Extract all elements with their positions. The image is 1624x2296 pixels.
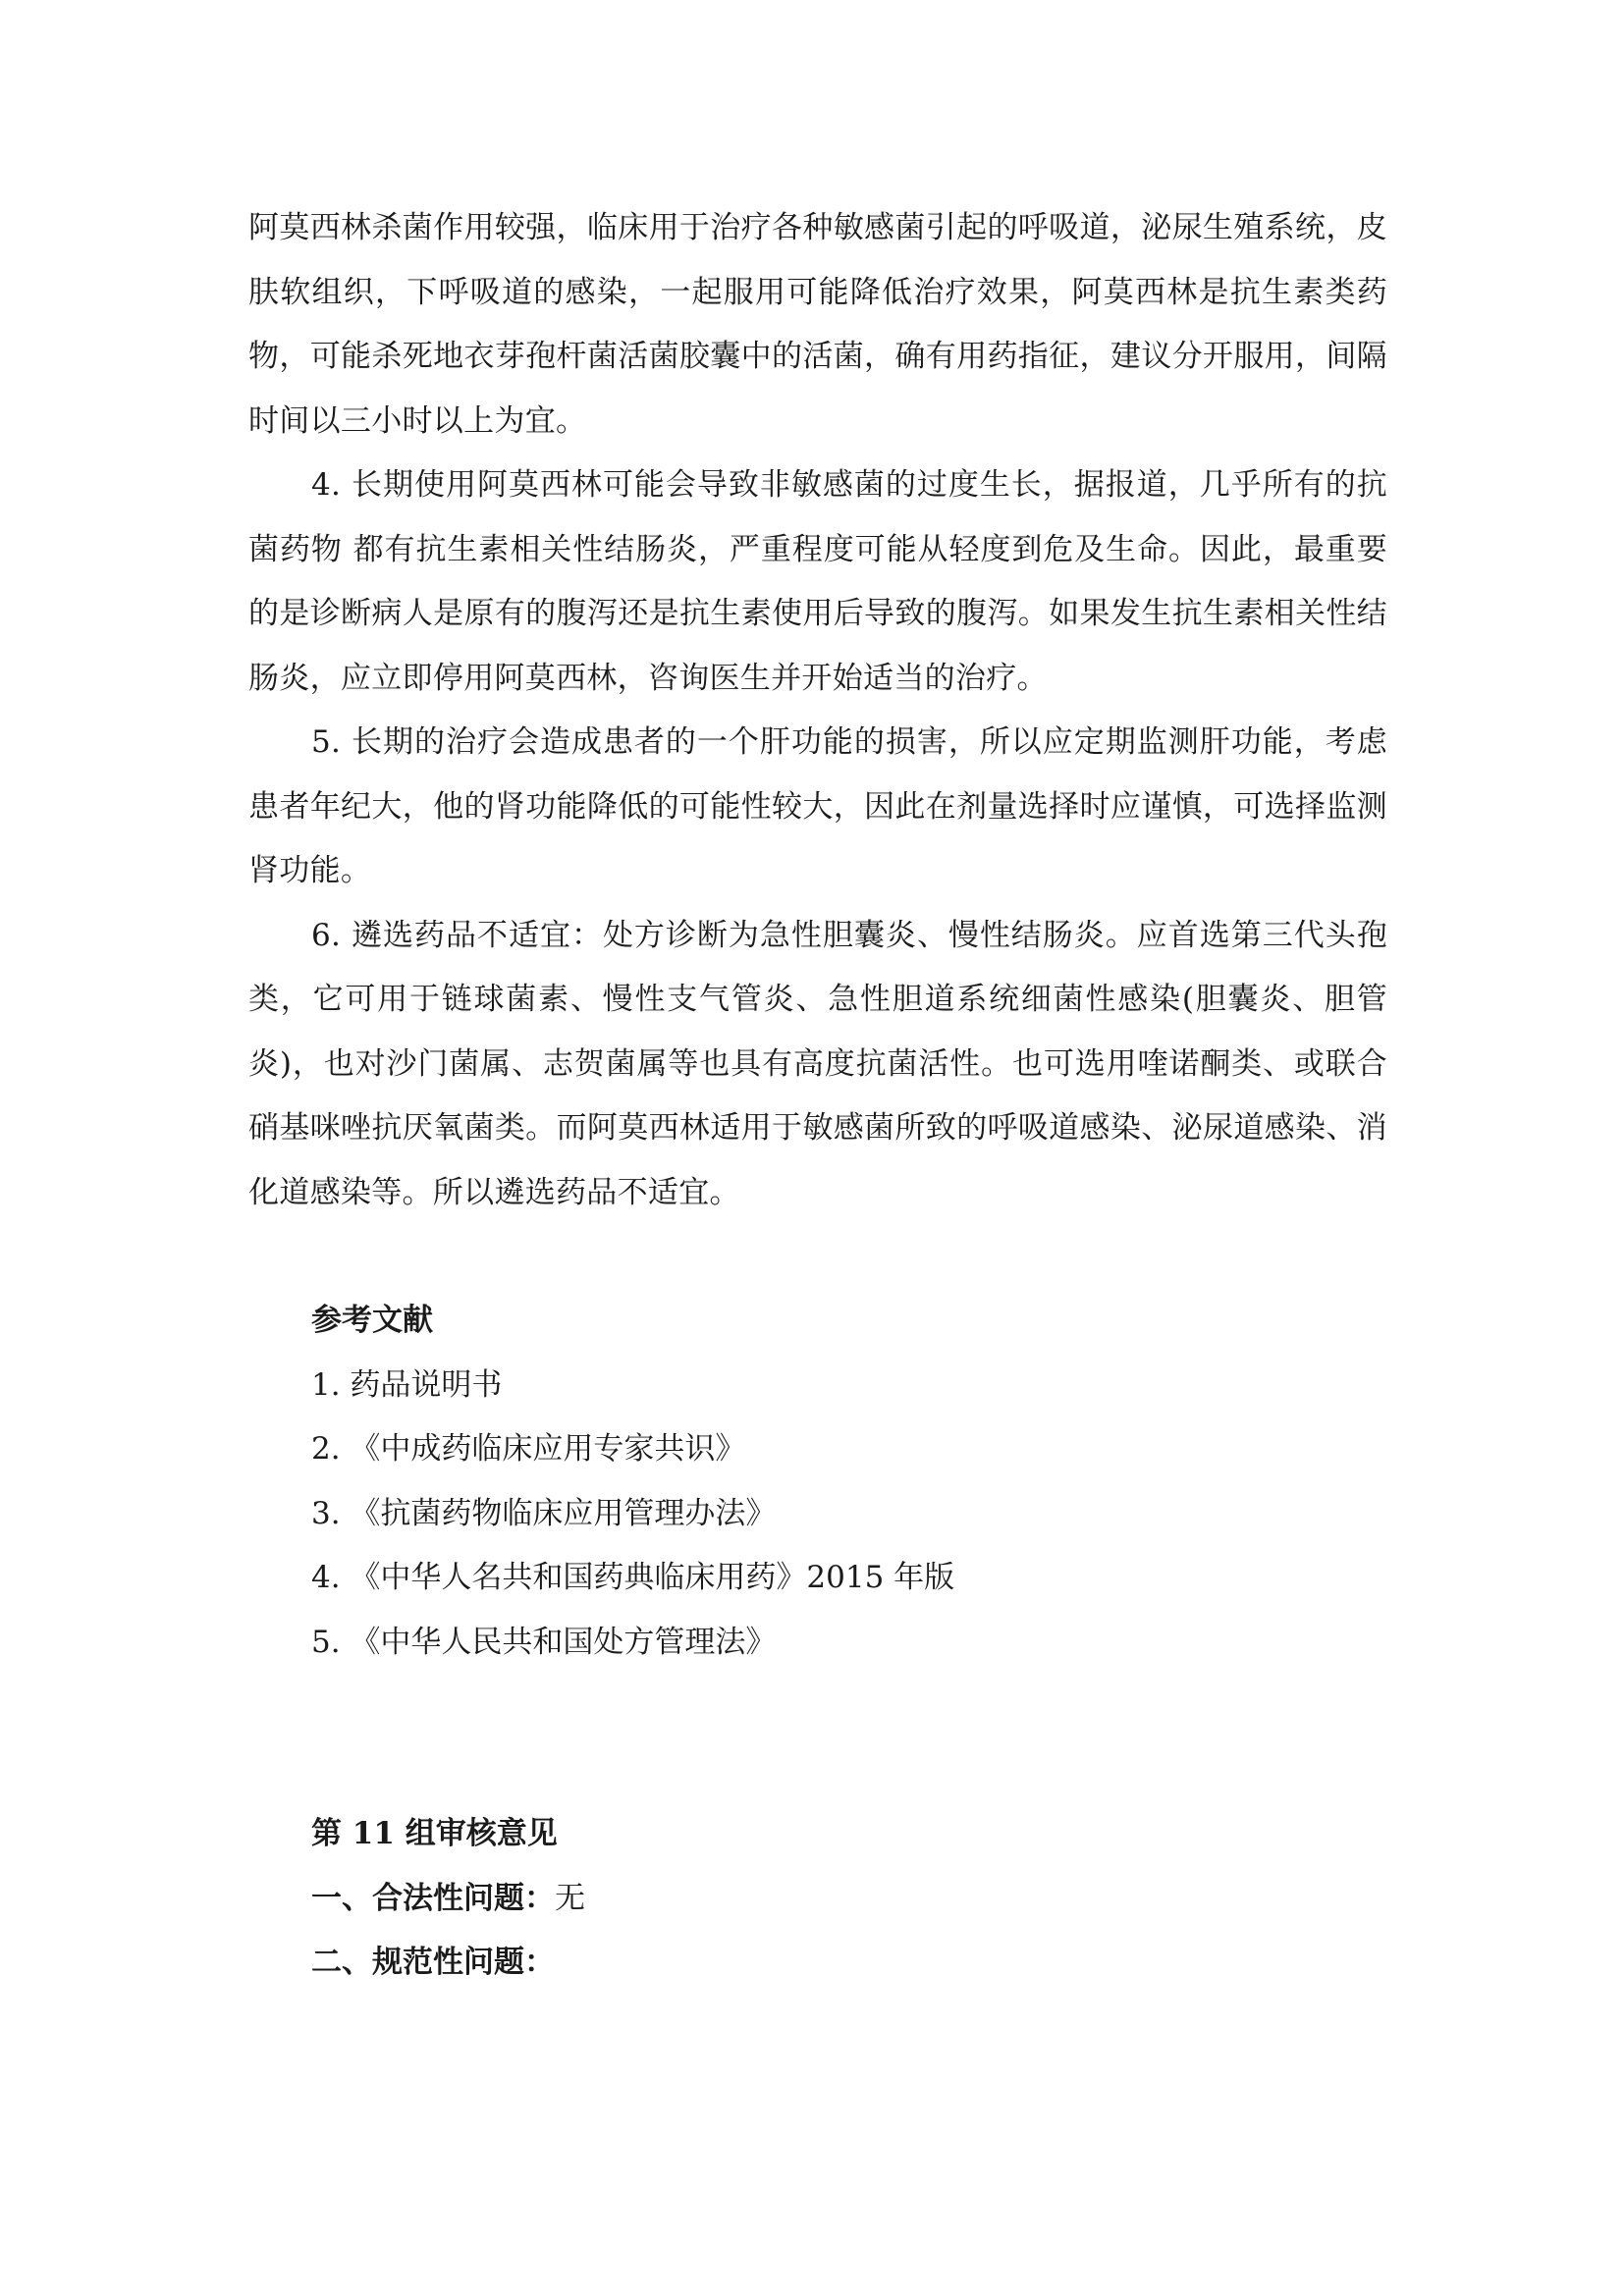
legality-value: 无: [555, 1880, 585, 1916]
reference-item: 5. 《中华人民共和国处方管理法》: [311, 1624, 777, 1660]
document-page: [248, 196, 1387, 1996]
reference-item: 4. 《中华人名共和国药典临床用药》2015 年版: [311, 1560, 955, 1595]
legality-label: 一、合法性问题：: [311, 1880, 555, 1916]
reference-item: 3. 《抗菌药物临床应用管理办法》: [311, 1495, 777, 1531]
review-heading: 第 11 组审核意见: [311, 1816, 558, 1851]
body-paragraph-3: 5. 长期的治疗会造成患者的一个肝功能的损害，所以应定期监测肝功能，考虑患者年纪大，他的肾功能降低的可能性较大，因此在剂量选择时应谨慎，可选择监测肾功能。: [248, 724, 1387, 888]
body-paragraph-2: 4. 长期使用阿莫西林可能会导致非敏感菌的过度生长，据报道，几乎所有的抗菌药物 都有抗生素相关性结肠炎，严重程度可能从轻度到危及生命。因此，最重要的是诊断病人是原有的腹泻还是抗生素使用后导致的腹泻。如果发生抗生素相关性结肠炎，应立即停用阿莫西林，咨询医生并开始适当的治疗。: [248, 467, 1387, 696]
references-section: [248, 1289, 1387, 1996]
reference-item: 1. 药品说明书: [311, 1366, 503, 1403]
references-heading: 参考文献: [311, 1303, 433, 1338]
reference-item: 2. 《中成药临床应用专家共识》: [311, 1431, 746, 1467]
body-paragraph-4: 6. 遴选药品不适宜：处方诊断为急性胆囊炎、慢性结肠炎。应首选第三代头孢类，它可用于链球菌素、慢性支气管炎、急性胆道系统细菌性感染(胆囊炎、胆管炎)，也对沙门菌属、志贺菌属等也具有高度抗菌活性。也可选用喹诺酮类、或联合硝基咪唑抗厌氧菌类。而阿莫西林适用于敏感菌所致的呼吸道感染、泌尿道感染、消化道感染等。所以遴选药品不适宜。: [248, 917, 1387, 1210]
standard-label: 二、规范性问题：: [311, 1945, 555, 1980]
section-spacer: [248, 1225, 1387, 1289]
legality-line: [311, 1867, 1387, 1932]
section-spacer: [311, 1675, 1387, 1802]
standard-line: [311, 1931, 1387, 1996]
body-paragraph-1: 阿莫西林杀菌作用较强，临床用于治疗各种敏感菌引起的呼吸道，泌尿生殖系统，皮肤软组织，下呼吸道的感染，一起服用可能降低治疗效果，阿莫西林是抗生素类药物，可能杀死地衣芽孢杆菌活菌胶囊中的活菌，确有用药指征，建议分开服用，间隔时间以三小时以上为宜。: [248, 210, 1387, 439]
